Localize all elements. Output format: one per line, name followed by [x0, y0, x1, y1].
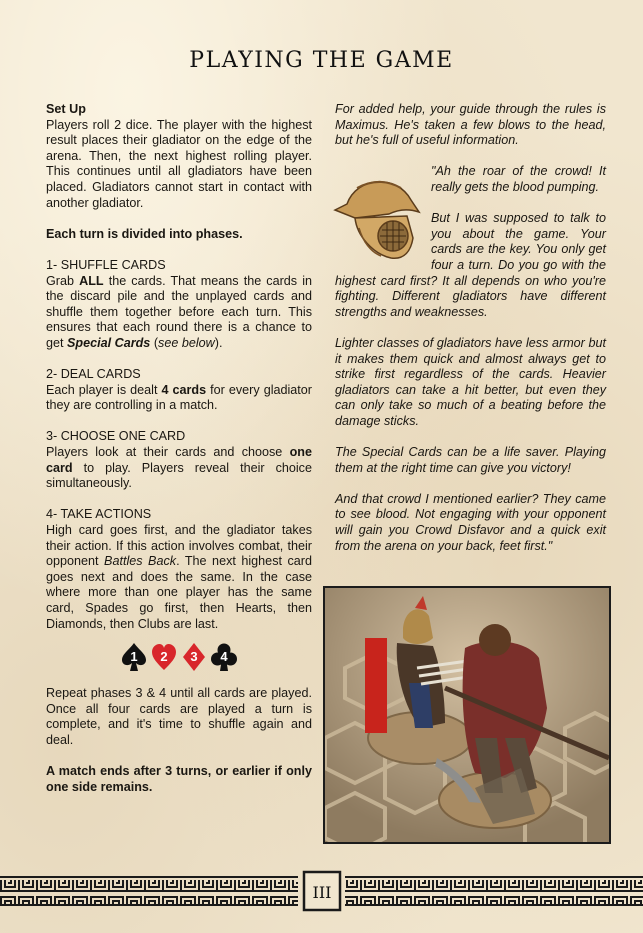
- phase-2-section: [46, 367, 312, 414]
- phase-1-special-cards: Special Cards: [67, 335, 151, 350]
- footer-greek-key-border: [0, 870, 643, 914]
- gladiator-miniatures-photo: [323, 586, 611, 844]
- page-number: III: [312, 883, 332, 902]
- diamond-number: 3: [190, 649, 198, 665]
- spade-number: 1: [130, 649, 138, 665]
- setup-section: [46, 102, 312, 211]
- phase-4-text: High card goes first, and the gladiator takes their action. If this action involves combat, their opponent: [46, 523, 312, 569]
- club-icon: [211, 642, 237, 672]
- left-column: [46, 102, 312, 811]
- phase-4-battles-back: Battles Back: [104, 554, 177, 569]
- phase-1-all: ALL: [79, 273, 104, 288]
- phase-2-heading: 2- DEAL CARDS: [46, 367, 141, 382]
- phase-3-section: [46, 429, 312, 491]
- maximus-quote-3: Lighter classes of gladiators have less armor but it makes them quick and almost always get to strike first regardless of the cards. Heavier gladiators can take a hit better, but even they can only take so much of a beating before the damage sticks.: [335, 335, 606, 428]
- setup-heading: Set Up: [46, 102, 86, 116]
- phase-1-text: Grab: [46, 273, 80, 288]
- maximus-quote-2: But I was supposed to talk to you about the game. Your cards are the key. You only get four a turn. Do you go with the highest card first? It all depends on who you're fighting. Different gladiators have different strengths and weaknesses.: [335, 211, 606, 319]
- heart-icon: [151, 642, 177, 672]
- phase-4-text-b: . The next highest card goes next and does the same. In the case where more than one player has the same card, Spades go first, then Hearts, then Diamonds, then Clubs are last.: [46, 554, 312, 631]
- phase-3-heading: 3- CHOOSE ONE CARD: [46, 429, 186, 444]
- phase-1-text-b: the cards. That means the cards in the discard pile and the unplayed cards and shuffle them together before each turn. This ensures that each round there is a chance to get: [46, 273, 313, 350]
- diamond-icon: [181, 642, 207, 672]
- maximus-quote-1: "Ah the roar of the crowd! It really gets the blood pumping.: [431, 164, 606, 194]
- maximus-quote-4: The Special Cards can be a life saver. Playing them at the right time can give you victory!: [335, 445, 606, 475]
- phase-1-heading: 1- SHUFFLE CARDS: [46, 257, 166, 272]
- phase-1-text-d: ).: [214, 335, 223, 350]
- gladiator-helmet-icon: [327, 166, 427, 268]
- right-column: [335, 102, 606, 570]
- maximus-quote-5: And that crowd I mentioned earlier? They came to see blood. Not engaging with your opponent will gain you Crowd Disfavor and a quick exit from the arena on your back, feet first.": [335, 491, 606, 553]
- guide-intro: For added help, your guide through the rules is Maximus. He's taken a few blows to the head, but he's full of useful information.: [335, 102, 606, 148]
- suit-order-icons: [46, 642, 312, 672]
- phase-3-text: Players look at their cards and choose: [46, 445, 290, 460]
- page-title: PLAYING THE GAME: [189, 48, 454, 73]
- repeat-text: Repeat phases 3 & 4 until all cards are played. Once all four cards are played a turn is complete, and it's time to shuffle again and deal.: [46, 686, 312, 747]
- phase-2-cards: 4 cards: [161, 382, 207, 397]
- phase-2-text-b: for every gladiator they are controlling in a match.: [46, 382, 313, 413]
- phases-intro: Each turn is divided into phases.: [46, 226, 243, 241]
- phase-1-text-c: (: [150, 335, 159, 350]
- phase-3-one-card: one card: [46, 445, 312, 475]
- setup-text: Players roll 2 dice. The player with the highest result places their gladiator on the edge of the arena. Then, the next highest rolling player. This continues until all gladiators have been placed. Gladiators cannot start in contact with another gladiator.: [46, 117, 312, 210]
- phase-2-text: Each player is dealt: [46, 382, 162, 397]
- phase-1-see-below: see below: [158, 335, 215, 350]
- phase-4-heading: 4- TAKE ACTIONS: [46, 507, 152, 522]
- phase-3-text-b: to play. Players reveal their choice simultaneously.: [46, 460, 312, 491]
- match-end-text: A match ends after 3 turns, or earlier if only one side remains.: [46, 764, 312, 794]
- phase-4-section: [46, 507, 312, 632]
- spade-icon: [121, 642, 147, 672]
- club-number: 4: [220, 649, 228, 665]
- phase-1-section: [46, 258, 312, 352]
- heart-number: 2: [160, 649, 168, 665]
